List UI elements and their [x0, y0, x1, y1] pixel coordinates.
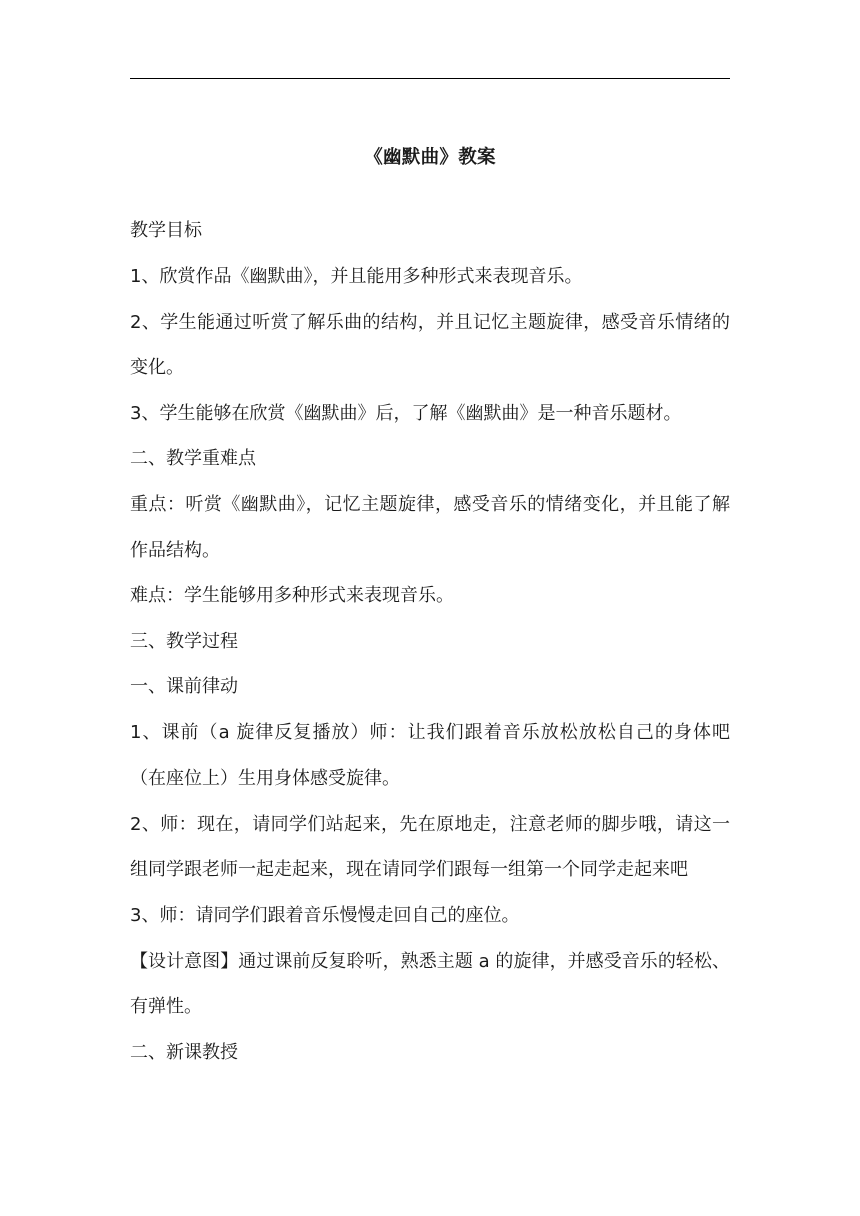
heading-teaching-process: 三、教学过程 [130, 630, 238, 652]
document-title: 《幽默曲》教案 [364, 147, 496, 168]
heading-new-lesson: 二、新课教授 [130, 1041, 238, 1063]
warmup-step-1: 1、课前（a 旋律反复播放）师：让我们跟着音乐放松放松自己的身体吧（在座位上）生用身体感受旋律。 [130, 722, 730, 789]
warmup-step-2: 2、师：现在，请同学们站起来，先在原地走，注意老师的脚步哦，请这一组同学跟老师一起走起来，现在请同学们跟每一组第一个同学走起来吧 [130, 813, 730, 880]
document-body [130, 216, 730, 1083]
warmup-step-3: 3、师：请同学们跟着音乐慢慢走回自己的座位。 [130, 904, 520, 926]
heading-warmup: 一、课前律动 [130, 676, 238, 697]
header-rule [130, 78, 730, 79]
key-point-text: 重点：听赏《幽默曲》，记忆主题旋律，感受音乐的情绪变化，并且能了解作品结构。 [130, 494, 730, 561]
goal-item-2: 2、学生能通过听赏了解乐曲的结构，并且记忆主题旋律，感受音乐情绪的变化。 [130, 311, 730, 378]
heading-teaching-goals: 教学目标 [130, 220, 202, 241]
goal-item-1: 1、欣赏作品《幽默曲》，并且能用多种形式来表现音乐。 [130, 265, 583, 287]
heading-key-points: 二、教学重难点 [130, 448, 256, 469]
goal-item-3: 3、学生能够在欣赏《幽默曲》后，了解《幽默曲》是一种音乐题材。 [130, 402, 682, 424]
design-intent: 【设计意图】通过课前反复聆听，熟悉主题 a 的旋律，并感受音乐的轻松、有弹性。 [130, 950, 730, 1017]
difficulty-text: 难点：学生能够用多种形式来表现音乐。 [130, 585, 454, 606]
